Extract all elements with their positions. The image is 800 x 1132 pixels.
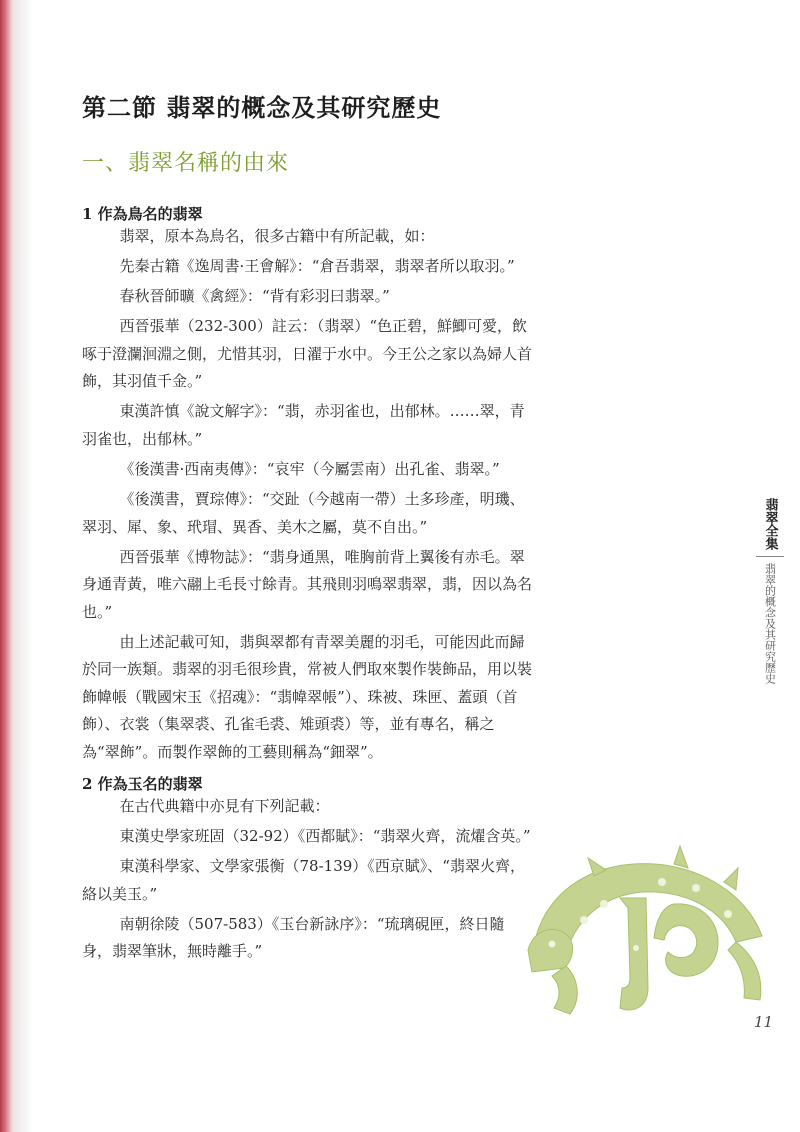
part1-heading: 1 作為鳥名的翡翠 [82, 205, 203, 223]
paragraph: 翡翠，原本為鳥名，很多古籍中有所記載，如： [119, 227, 435, 245]
chapter-side-tab [758, 498, 782, 684]
paragraph: 西晉張華（232-300）註云：（翡翠）“色正碧，鮮鯽可愛，飲啄于澄瀾洄淵之側，尤惜其羽，日濯于水中。今王公之家以為婦人首飾，其羽值千金。” [82, 317, 533, 391]
part2-heading: 2 作為玉名的翡翠 [82, 775, 203, 793]
series-title: 翡翠全集 [762, 498, 778, 550]
jade-dragon-ornament [524, 838, 770, 1024]
paragraph: 由上述記載可知，翡與翠都有青翠美麗的羽毛，可能因此而歸於同一族類。翡翠的羽毛很珍貴，常被人們取來製作裝飾品，用以裝飾幃帳（戰國宋玉《招魂》：“翡幃翠帳”）、珠被、珠匣、蓋頭（首飾）、衣裳（集翠裘、孔雀毛裘、雉頭裘）等，並有專名，稱之為“翠飾”。而製作翠飾的工藝則稱為“鈿翠”。 [82, 632, 533, 761]
paragraph: 西晉張華《博物誌》：“翡身通黑，唯胸前背上翼後有赤毛。翠身通青黃，唯六翮上毛長寸餘青。其飛則羽鳴翠翡翠，翡，因以為名也。” [82, 547, 533, 621]
paragraph: 東漢史學家班固（32-92）《西都賦》：“翡翠火齊，流燿含英。” [119, 827, 531, 846]
paragraph: 在古代典籍中亦見有下列記載： [119, 797, 330, 815]
page-number: 11 [754, 1013, 774, 1031]
subsection-title: 一、翡翠名稱的由來 [82, 151, 290, 176]
side-tab-divider [756, 556, 784, 557]
paragraph: 東漢科學家、文學家張衡（78-139）《西京賦》、“翡翠火齊，絡以美玉。” [82, 857, 525, 903]
section-title: 第二節 翡翠的概念及其研究歷史 [82, 93, 442, 122]
paragraph: 《後漢書，賈琮傳》：“交趾（今越南一帶）土多珍產，明璣、翠羽、犀、象、玳瑁、異香、美木之屬，莫不自出。” [82, 490, 525, 536]
paragraph: 春秋晉師曠《禽經》：“背有彩羽曰翡翠。” [119, 287, 390, 306]
paragraph: 先秦古籍《逸周書·王會解》：“倉吾翡翠，翡翠者所以取羽。” [119, 257, 515, 276]
paragraph: 南朝徐陵（507-583）《玉台新詠序》：“琉璃硯匣，終日隨身，翡翠筆牀，無時離手。” [82, 914, 505, 961]
part1-body [82, 223, 532, 769]
paragraph: 《後漢書·西南夷傳》：“哀牢（今屬雲南）出孔雀、翡翠。” [119, 459, 500, 478]
paragraph: 東漢許慎《說文解字》：“翡，赤羽雀也，出郁林。……翠，青羽雀也，出郁林。” [82, 402, 525, 448]
part2-body [82, 793, 532, 968]
running-chapter-title: 翡翠的概念及其研究歷史 [763, 563, 777, 684]
